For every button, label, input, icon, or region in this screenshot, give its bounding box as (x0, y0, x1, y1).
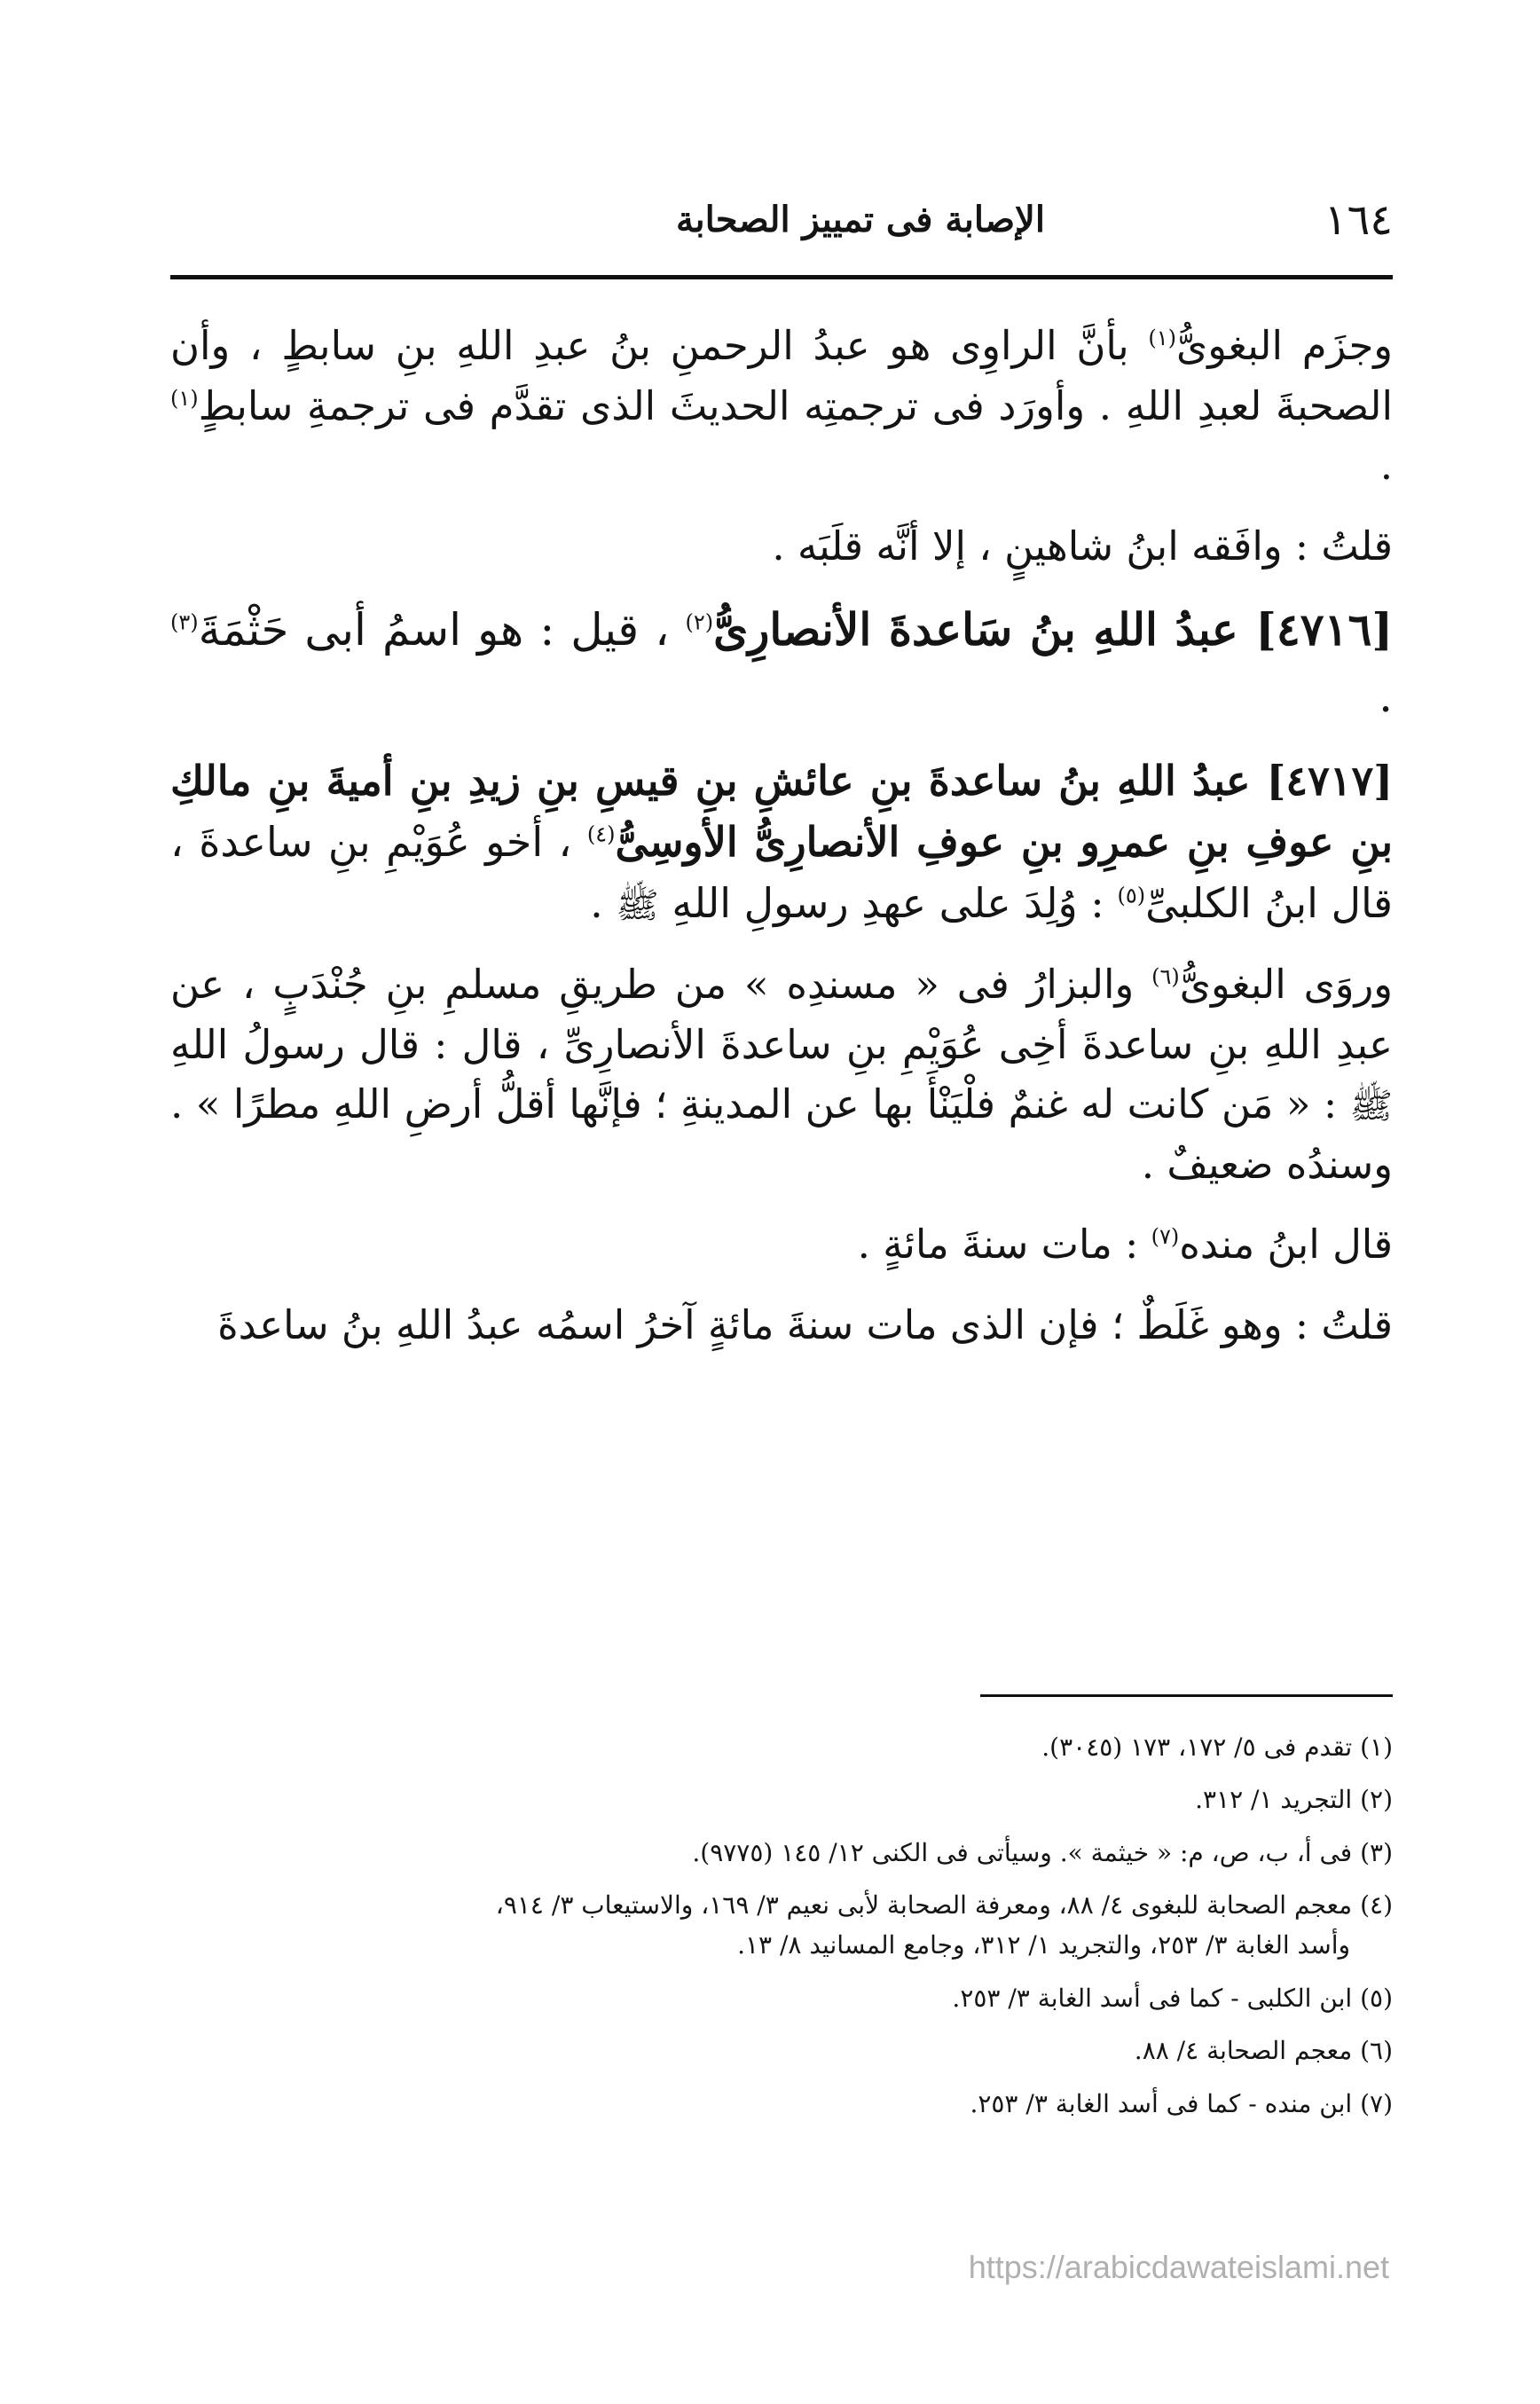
footnote-ref[interactable]: (١) (170, 385, 199, 411)
footnote-6: (٦) معجم الصحابة ٤/ ٨٨. (1134, 2036, 1393, 2066)
salutation-symbol: ﷺ (1349, 1086, 1393, 1127)
footnote-ref[interactable]: (٢) (685, 609, 714, 635)
paragraph-6: قال ابنُ منده$^{(٧)}$ : مات سنةَ مائةٍ . (857, 1221, 1393, 1268)
running-title: الإصابة فى تمييز الصحابة (676, 199, 1045, 240)
paragraph-2: قلتُ : وافَقه ابنُ شاهينٍ ، إلا أنَّه قلَبَه . (772, 522, 1393, 570)
footnote-4: (٤) معجم الصحابة للبغوى ٤/ ٨٨، ومعرفة الصحابة لأبى نعيم ٣/ ١٦٩، والاستيعاب ٣/ ٩١٤، وأسد الغابة ٣/ ٢٥٣، والتجريد ١/ ٣١٢، وجامع المسانيد ٨/ ١٣. (495, 1890, 1393, 1960)
footnote-7: (٧) ابن منده - كما فى أسد الغابة ٣/ ٢٥٣. (970, 2088, 1393, 2118)
entry-heading: [٤٧١٧] عبدُ اللهِ بنُ ساعدةَ بنِ عائشِ بنِ قيسِ بنِ زيدِ بنِ أميةَ بنِ مالكِ بنِ عوفِ بنِ عمرِو بنِ عوفِ الأنصارِىُّ الأوسِىُّ (170, 757, 1394, 866)
body-text (170, 316, 1393, 1375)
footnote-ref[interactable]: (٥) (1117, 883, 1146, 908)
footnotes (173, 1727, 1393, 2136)
footnote-ref[interactable]: (١) (1148, 326, 1177, 350)
footnote-1: (١) تقدم فى ٥/ ١٧٢، ١٧٣ (٣٠٤٥). (1041, 1732, 1393, 1762)
entry-4717: [٤٧١٧] عبدُ اللهِ بنُ ساعدةَ بنِ عائشِ بنِ قيسِ بنِ زيدِ بنِ أميةَ بنِ مالكِ بنِ عوفِ بنِ عمرِو بنِ عوفِ الأنصارِىُّ الأوسِىُّ$^{(٤)}$ ، أخو عُوَيْمِ بنِ ساعدةَ ، قال ابنُ الكلبىِّ$^{(٥)}$ : وُلِدَ على عهدِ رسولِ اللهِ ﷺ . (170, 757, 1394, 927)
salutation-symbol: ﷺ (616, 885, 659, 926)
footnote-3: (٣) فى أ، ب، ص، م: « خيثمة ». وسيأتى فى الكنى ١٢/ ١٤٥ (٩٧٧٥). (692, 1837, 1393, 1867)
page-number: ١٦٤ (1324, 195, 1393, 245)
paragraph-7: قلتُ : وهو غَلَطٌ ؛ فإن الذى مات سنةَ مائةٍ آخرُ اسمُه عبدُ اللهِ بنُ ساعدةَ (217, 1300, 1393, 1348)
header-rule (170, 275, 1393, 279)
footnote-ref[interactable]: (٦) (1151, 964, 1180, 989)
paragraph-5: وروَى البغوىُّ$^{(٦)}$ والبزارُ فى « مسندِه » من طريقِ مسلمِ بنِ جُنْدَبٍ ، عن عبدِ اللهِ بنِ ساعدةَ أخِى عُوَيْمِ بنِ ساعدةَ الأنصارِىِّ ، قال : قال رسولُ اللهِ ﷺ : « مَن كانت له غنمٌ فلْيَنْأَ بها عن المدينةِ ؛ فإنَّها أقلُّ أرضِ اللهِ مطرًا » . وسندُه ضعيفٌ . (170, 961, 1393, 1188)
watermark: https://arabicdawateislami.net (968, 2249, 1389, 2285)
entry-heading: [٤٧١٦] عبدُ اللهِ بنُ سَاعدةَ الأنصارِىُّ (713, 603, 1393, 656)
footnote-ref[interactable]: (٧) (1151, 1224, 1180, 1249)
footnote-4-continuation: وأسد الغابة ٣/ ٢٥٣، والتجريد ١/ ٣١٢، وجامع المسانيد ٨/ ١٣. (737, 1930, 1350, 1960)
footnote-ref[interactable]: (٤) (586, 821, 616, 847)
paragraph-1: وجزَم البغوىُّ$^{(١)}$ بأنَّ الراوِى هو عبدُ الرحمنِ بنُ عبدِ اللهِ بنِ سابطٍ ، وأن الصحبةَ لعبدِ اللهِ . وأورَد فى ترجمتِه الحديثَ الذى تقدَّم فى ترجمةِ سابطٍ$^{(١)}$ . (170, 322, 1394, 489)
footnote-5: (٥) ابن الكلبى - كما فى أسد الغابة ٣/ ٢٥٣. (952, 1983, 1393, 2013)
footnote-2: (٢) التجريد ١/ ٣١٢. (1195, 1785, 1393, 1815)
entry-4716: [٤٧١٦] عبدُ اللهِ بنُ سَاعدةَ الأنصارِىُّ$^{(٢)}$ ، قيل : هو اسمُ أبى حَثْمَةَ$^{(٣)}$ . (170, 603, 1393, 722)
page-header (169, 186, 1393, 257)
footnote-ref[interactable]: (٣) (170, 609, 199, 635)
footnote-rule (980, 1694, 1393, 1697)
